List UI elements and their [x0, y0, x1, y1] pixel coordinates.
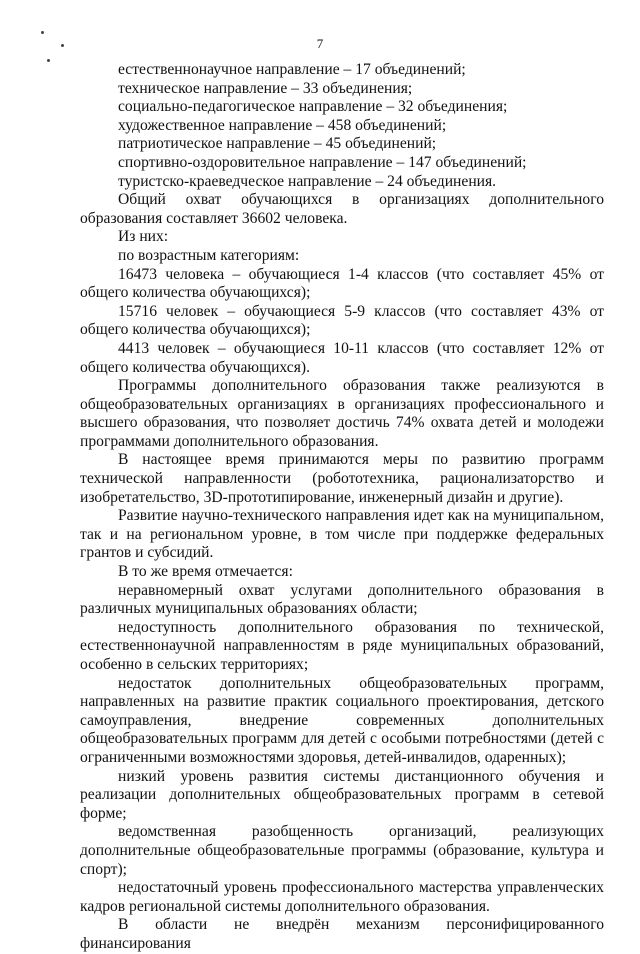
list-item: патриотическое направление – 45 объединений;	[118, 135, 437, 153]
paragraph: Общий охват обучающихся в организациях дополнительного образования составляет 36602 человека.	[80, 191, 604, 227]
paragraph: недоступность дополнительного образования по технической, естественнонаучной направленностям в ряде муниципальных образований, особенно в сельских территориях;	[80, 618, 604, 673]
paragraph: Программы дополнительного образования также реализуются в общеобразовательных организациях в организациях профессионального и высшего образования, что позволяет достичь 74% охвата детей и молодежи программами дополнительного образования.	[80, 377, 604, 450]
list-item: социально-педагогическое направление – 32 объединения;	[118, 98, 508, 116]
scan-speck	[41, 31, 44, 34]
paragraph: 4413 человек – обучающиеся 10-11 классов (что составляет 12% от общего количества обучающихся).	[80, 339, 604, 376]
paragraph: Развитие научно-технического направления идет как на муниципальном, так и на региональном уровне, в том числе при поддержке федеральных грантов и субсидий.	[80, 507, 604, 562]
paragraph: В области не внедрён механизм персонифицированного финансирования	[80, 916, 604, 952]
scan-speck	[47, 59, 50, 62]
list-item: художественное направление – 458 объединений;	[118, 116, 447, 134]
paragraph: ведомственная разобщенность организаций, реализующих дополнительные общеобразовательные программы (образование, культура и спорт);	[80, 823, 604, 878]
paragraph: В то же время отмечается:	[118, 563, 293, 581]
list-item: естественнонаучное направление – 17 объединений;	[118, 61, 466, 78]
body-text	[80, 61, 604, 954]
paragraph: 15716 человек – обучающиеся 5-9 классов (что составляет 43% от общего количества обучающихся);	[80, 302, 604, 339]
paragraph: низкий уровень развития системы дистанционного обучения и реализации дополнительных общеобразовательных программ в сетевой форме;	[80, 767, 604, 822]
paragraph: В настоящее время принимаются меры по развитию программ технической направленности (робототехника, рационализаторство и изобретательство, 3D-прототипирование, инженерный дизайн и другие).	[80, 451, 604, 506]
paragraph: 16473 человека – обучающиеся 1-4 классов (что составляет 45% от общего количества обучающихся);	[80, 265, 604, 302]
paragraph: недостаток дополнительных общеобразовательных программ, направленных на развитие практик социального проектирования, детского самоуправления, внедрение современных дополнительных общеобразовательных программ для детей с особыми потребностями (детей с ограниченными возможностями здоровья, детей-инвалидов, одаренных);	[80, 674, 604, 766]
list-item: спортивно-оздоровительное направление – 147 объединений;	[118, 153, 527, 171]
paragraph: неравномерный охват услугами дополнительного образования в различных муниципальных образованиях области;	[80, 581, 604, 618]
paragraph: недостаточный уровень профессионального мастерства управленческих кадров региональной системы дополнительного образования.	[80, 879, 604, 915]
paragraph: Из них:	[118, 228, 169, 246]
page-number: 7	[316, 36, 324, 51]
list-item: туристско-краеведческое направление – 24 объединения.	[118, 172, 497, 190]
paragraph: по возрастным категориям:	[118, 246, 300, 264]
list-item: техническое направление – 33 объединения;	[118, 79, 413, 97]
